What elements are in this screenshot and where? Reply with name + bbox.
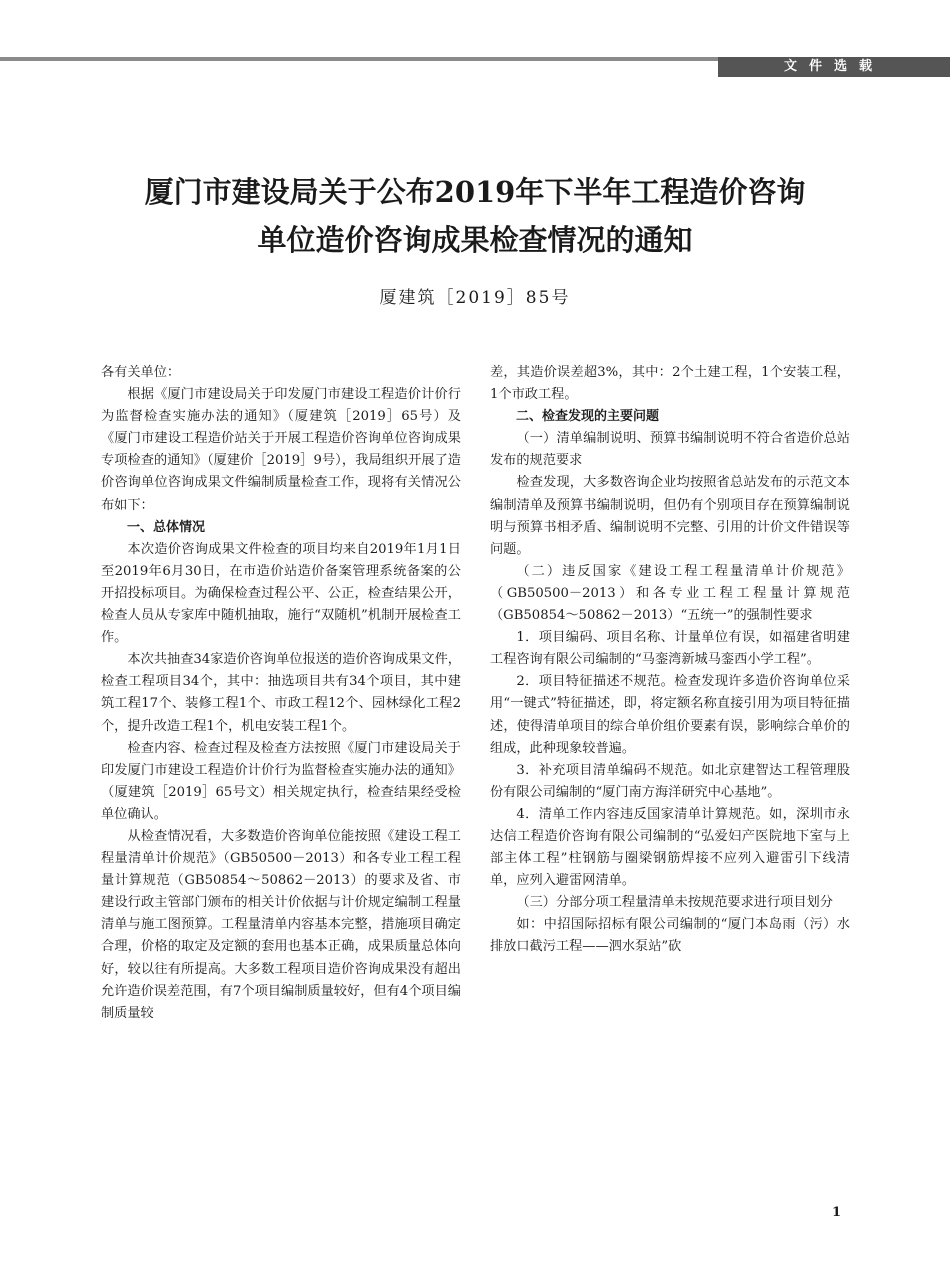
paragraph: 检查发现，大多数咨询企业均按照省总站发布的示范文本编制清单及预算书编制说明，但仍有个别项目存在预算编制说明与预算书相矛盾、编制说明不完整、引用的计价文件错误等问题。 xyxy=(490,475,850,557)
page-number: 1 xyxy=(832,1205,842,1220)
paragraph: （三）分部分项工程量清单未按规范要求进行项目划分 xyxy=(516,895,833,911)
article-title xyxy=(60,168,890,264)
paragraph: 检查内容、检查过程及检查方法按照《厦门市建设局关于印发厦门市建设工程造价计价行为监督检查实施办法的通知》（厦建筑［2019］65号文）相关规定执行，检查结果经受检单位确认。 xyxy=(101,740,461,822)
salutation: 各有关单位： xyxy=(101,365,181,380)
paragraph: 1．项目编码、项目名称、计量单位有误，如福建省明建工程咨询有限公司编制的“马銮湾新城马銮西小学工程”。 xyxy=(490,630,850,668)
paragraph: 从检查情况看，大多数造价咨询单位能按照《建设工程工程量清单计价规范》（GB50500－2013）和各专业工程工程量计算规范（GB50854～50862－2013）的要求及省、市建设行政主管部门颁布的相关计价依据与计价规定编制工程量清单与施工图预算。工程量清单内容基本完整，措施项目确定合理，价格的取定及定额的套用也基本正确，成果质量总体向好，较以往有所提高。大多数工程项目造价咨询成果没有超出允许造价误差范围，有7个项目编制质量较好，但有4个项目编制质量较 xyxy=(101,828,461,1021)
section-heading: 二、检查发现的主要问题 xyxy=(516,409,660,425)
paragraph: 3．补充项目清单编码不规范。如北京建智达工程管理股份有限公司编制的“厦门南方海洋研究中心基地”。 xyxy=(490,762,850,800)
paragraph: （二）违反国家《建设工程工程量清单计价规范》（GB50500－2013）和各专业工程工程量计算规范（GB50854～50862－2013）“五统一”的强制性要求 xyxy=(490,563,850,624)
section-heading: 一、总体情况 xyxy=(127,519,206,535)
paragraph: 4．清单工作内容违反国家清单计算规范。如，深圳市永达信工程造价咨询有限公司编制的“弘爱妇产医院地下室与上部主体工程”柱钢筋与圈梁钢筋焊接不应列入避雷引下线清单，应列入避雷网清单。 xyxy=(490,806,850,889)
paragraph-continued: 差，其造价误差超3%，其中：2个土建工程，1个安装工程，1个市政工程。 xyxy=(490,365,850,403)
document-number: 厦建筑［2019］85号 xyxy=(379,288,571,308)
section-label: 文件选载 xyxy=(718,57,950,77)
right-column xyxy=(490,362,850,959)
paragraph: 本次共抽查34家造价咨询单位报送的造价咨询成果文件，检查工程项目34个，其中：抽选项目共有34个项目，其中建筑工程17个、装修工程1个、市政工程12个、园林绿化工程2个，提升改造工程1个，机电安装工程1个。 xyxy=(101,652,461,734)
paragraph: 如：中招国际招标有限公司编制的“厦门本岛雨（污）水排放口截污工程——泗水泵站”砍 xyxy=(490,917,850,955)
title-line-1: 厦门市建设局关于公布2019年下半年工程造价咨询 xyxy=(144,175,806,209)
left-column xyxy=(101,362,461,1025)
paragraph: （一）清单编制说明、预算书编制说明不符合省造价总站发布的规范要求 xyxy=(490,431,850,469)
paragraph: 根据《厦门市建设局关于印发厦门市建设工程造价计价行为监督检查实施办法的通知》（厦建筑［2019］65号）及《厦门市建设工程造价站关于开展工程造价咨询单位咨询成果专项检查的通知》（厦建价［2019］9号），我局组织开展了造价咨询单位咨询成果文件编制质量检查工作，现将有关情况公布如下： xyxy=(101,387,461,513)
title-line-2: 单位造价咨询成果检查情况的通知 xyxy=(257,223,693,257)
paragraph: 2．项目特征描述不规范。检查发现许多造价咨询单位采用“一键式”特征描述，即，将定额名称直接引用为项目特征描述，使得清单项目的综合单价组价要素有误，影响综合单价的组成，此种现象较普遍。 xyxy=(490,674,850,756)
paragraph: 本次造价咨询成果文件检查的项目均来自2019年1月1日至2019年6月30日，在市造价站造价备案管理系统备案的公开招投标项目。为确保检查过程公平、公正，检查结果公开，检查人员从专家库中随机抽取，施行“双随机”机制开展检查工作。 xyxy=(101,541,461,646)
